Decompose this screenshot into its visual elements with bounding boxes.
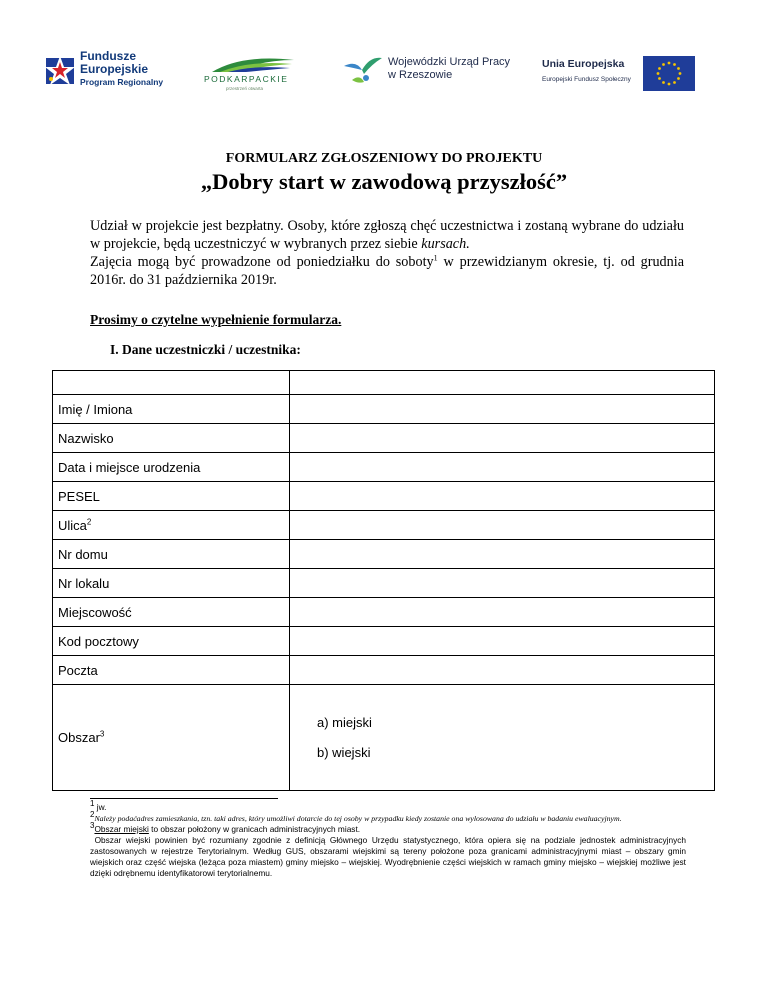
table-row — [53, 453, 715, 482]
row-label: Poczta — [53, 656, 290, 685]
birth-date-place-field[interactable] — [290, 453, 715, 482]
option-urban[interactable]: a) miejski — [317, 714, 372, 730]
fe-line2: Europejskie — [80, 62, 149, 76]
row-label: Miejscowość — [53, 598, 290, 627]
footnote-ref-2: 2 — [86, 517, 92, 527]
table-row — [53, 540, 715, 569]
header-cell-right — [290, 371, 715, 395]
footnote-separator — [90, 798, 278, 799]
footnote-3-continued: Obszar wiejski powinien być rozumiany zgodnie z definicją Głównego Urzędu statystycznego, która opiera się na podziale jednostek administracyjnych zastosowanych w rejestrze Terytorialnym. Według GUS, obszarami wiejskimi są tereny położone poza granicami administracyjnymi miast – obszary gmin wiejskich oraz część wiejska (leżąca poza miastem) gminy miejsko – wiejskiej. Wyodrębnienie części wiejskich w ramach gminy miejsko – wiejskiej możliwe jest dzięki odrębnemu identyfikatorowi terytorialnemu. — [90, 835, 686, 878]
table-row — [53, 656, 715, 685]
podkarpackie-name: PODKARPACKIE — [204, 74, 289, 84]
wup-bird-icon — [342, 54, 386, 88]
ue-title: Unia Europejska — [542, 58, 625, 70]
participant-data-table — [52, 370, 715, 791]
fill-instruction: Prosimy o czytelne wypełnienie formularza. — [90, 312, 342, 327]
ue-logo — [540, 56, 740, 92]
table-row — [53, 569, 715, 598]
postal-code-field[interactable] — [290, 627, 715, 656]
wup-logo — [342, 50, 522, 94]
footnote-3: $^3$Obszar miejski to obszar położony w granicach administracyjnych miast. — [90, 821, 361, 834]
table-row — [53, 511, 715, 540]
wup-line2: w Rzeszowie — [388, 69, 453, 81]
row-label: Nr lokalu — [53, 569, 290, 598]
eu-flag-icon — [643, 56, 695, 91]
row-label: Kod pocztowy — [53, 627, 290, 656]
footnote-ref-1: 1 — [433, 253, 438, 263]
last-name-field[interactable] — [290, 424, 715, 453]
intro-paragraph-1: Udział w projekcie jest bezpłatny. Osoby, które zgłoszą chęć uczestnictwa i zostaną wybrane do udziału w projekcie, będą uczestniczyć w wybranych przez siebie kursach. — [90, 218, 684, 252]
row-label: Nazwisko — [53, 424, 290, 453]
footnotes — [90, 799, 686, 879]
table-row — [53, 627, 715, 656]
post-office-field[interactable] — [290, 656, 715, 685]
fe-line3: Program Regionalny — [80, 77, 164, 87]
area-options-cell — [290, 685, 715, 791]
section-heading: I. Dane uczestniczki / uczestnika: — [110, 342, 301, 357]
intro-paragraph-2: Zajęcia mogą być prowadzone od poniedziałku do soboty$^1$ w przewidzianym okresie, tj. od grudnia 2016r. do 31 października 2019r. — [90, 253, 684, 288]
row-label: Imię / Imiona — [53, 395, 290, 424]
fe-star-icon — [44, 54, 76, 86]
apartment-number-field[interactable] — [290, 569, 715, 598]
first-name-field[interactable] — [290, 395, 715, 424]
podkarpackie-logo — [202, 50, 302, 94]
header-cell-left — [53, 371, 290, 395]
wup-line1: Wojewódzki Urząd Pracy — [388, 56, 511, 68]
row-label: Ulica$^2$ — [53, 511, 290, 540]
option-rural[interactable]: b) wiejski — [317, 744, 371, 760]
row-label: PESEL — [53, 482, 290, 511]
city-field[interactable] — [290, 598, 715, 627]
fe-line1: Fundusze — [80, 49, 136, 63]
table-row — [53, 424, 715, 453]
footnote-2: $^2$Należy podaćadres zamieszkania, tzn. taki adres, który umożliwi dotarcie do tej osoby w przypadku kiedy zostanie ona wylosowana do udziału w badaniu ewaluacyjnym. — [90, 810, 622, 823]
row-label: Data i miejsce urodzenia — [53, 453, 290, 482]
logo-bar — [0, 44, 768, 104]
table-row — [53, 395, 715, 424]
table-row — [53, 482, 715, 511]
fundusze-europejskie-logo — [44, 50, 174, 94]
footnote-1: $^1$ jw. — [90, 799, 107, 812]
podkarpackie-sub: przestrzeń otwarta — [226, 86, 264, 91]
project-title: „Dobry start w zawodową przyszłość” — [200, 169, 568, 194]
footnote-ref-3: 3 — [99, 729, 105, 739]
pesel-field[interactable] — [290, 482, 715, 511]
table-header-row — [53, 371, 715, 395]
podkarpackie-hills-icon — [202, 50, 302, 74]
row-label: Nr domu — [53, 540, 290, 569]
house-number-field[interactable] — [290, 540, 715, 569]
street-field[interactable] — [290, 511, 715, 540]
table-row — [53, 598, 715, 627]
form-title: FORMULARZ ZGŁOSZENIOWY DO PROJEKTU — [225, 151, 543, 166]
ue-sub: Europejski Fundusz Społeczny — [542, 76, 631, 83]
area-row — [53, 685, 715, 791]
intro-text — [90, 217, 684, 289]
area-label: Obszar$^3$ — [53, 685, 290, 791]
